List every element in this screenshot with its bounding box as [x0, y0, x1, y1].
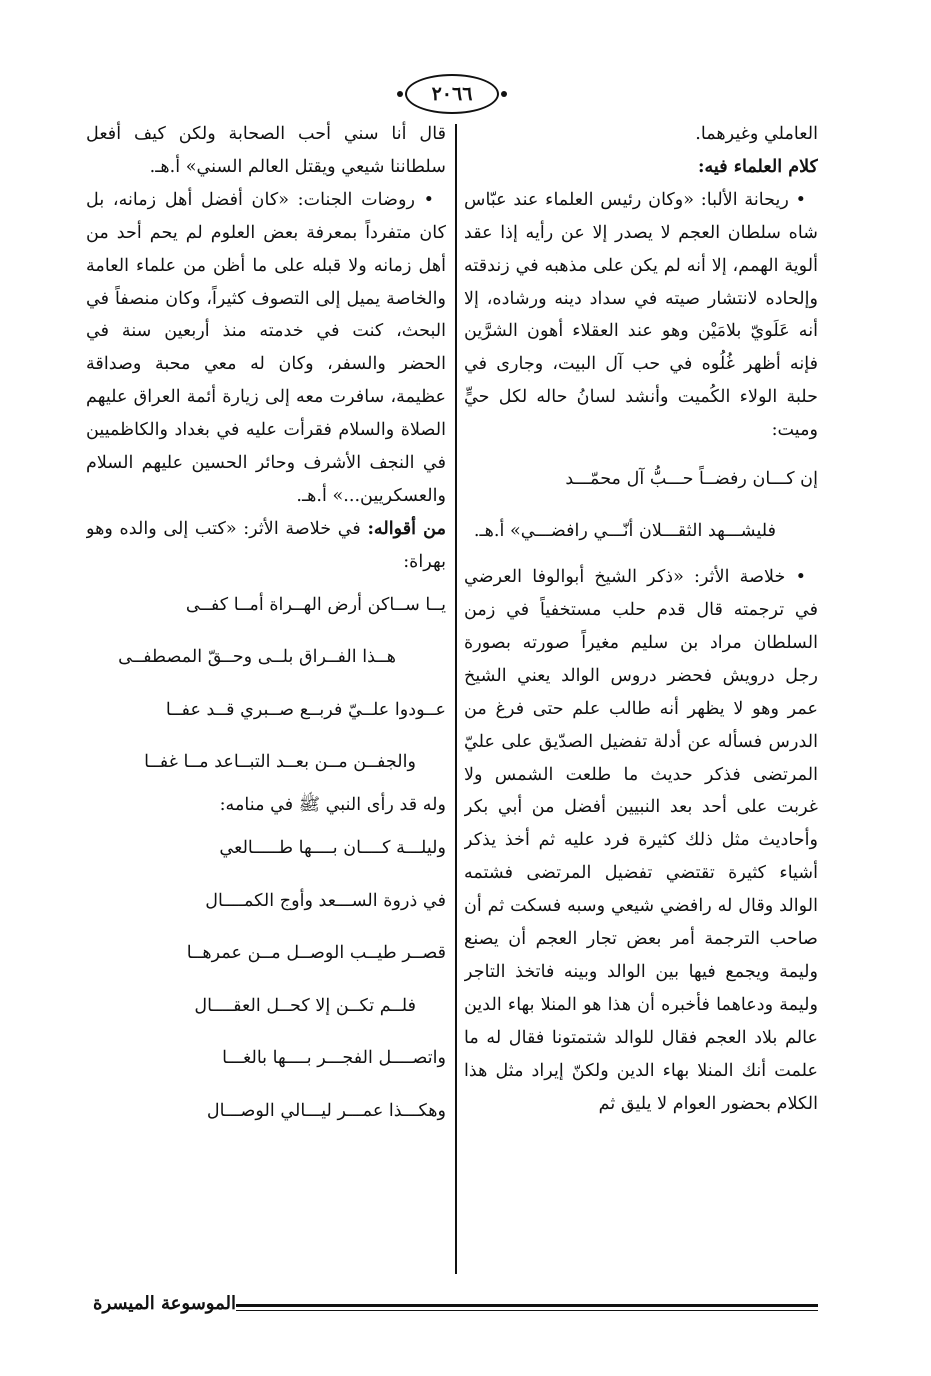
footer-rule	[236, 1304, 818, 1307]
verse-line: فليشـــهد الثقـــلان أنّـــي رافضـــي» أ.هـ.	[473, 521, 776, 542]
verse-line: وليلـــة كــــان بــــها طـــــالعي	[219, 837, 446, 858]
right-column	[464, 118, 818, 1280]
paragraph	[86, 513, 446, 579]
left-column	[86, 118, 446, 1280]
paragraph: وله قد رأى النبي ﷺ في منامه:	[219, 795, 446, 816]
footer-rule	[236, 1310, 818, 1311]
verse-line: إن كـــان رفضــاً حـــبُّ آل محمّـــد	[565, 469, 818, 490]
footer-title: الموسوعة الميسرة	[93, 1293, 236, 1314]
poem	[86, 822, 446, 1138]
poem	[86, 579, 446, 789]
verse-line: وهكـــذا عمـــر ليـــالي الوصـــال	[206, 1100, 446, 1121]
column-divider	[455, 124, 457, 1274]
page-number: ٢٠٦٦	[405, 74, 499, 114]
verse-line: واتصــــل الفجـــر بــــها بالغـــا	[222, 1048, 446, 1069]
section-heading: كلام العلماء فيه:	[697, 155, 818, 177]
verse-line: والجفــن مــن بعــد التبــاعد مــا غفــا	[144, 752, 416, 773]
paragraph: • روضات الجنات: «كان أفضل أهل زمانه، بل كان متفرداً بمعرفة بعض العلوم لم يحم أحد من أهل زمانه ولا قبله على ما أظن من علماء العامة والخاصة يميل إلى التصوف كثيراً، وكان منصفاً في البحث، كنت في خدمته منذ أربعين سنة في الحضر والسفر، وكان له معي محبة وصداقة عظيمة، سافرت معه إلى زيارة أئمة العراق عليهم الصلاة والسلام فقرأت عليه في بغداد والكاظميين في النجف الأشرف وحائر الحسين عليهم السلام والعسكريين...» أ.هـ.	[86, 189, 446, 506]
verse-line: فلــم تكــن إلا كحــل العقــــال	[194, 995, 416, 1016]
verse	[464, 453, 818, 557]
paragraph: • خلاصة الأثر: «ذكر الشيخ أبوالوفا العرضي في ترجمته قال قدم حلب مستخفياً في زمن السلطان مراد بن سليم مغيراً صورته بصورة رجل درويش فحضر دروس الوالد يعني الشيخ عمر وهو لا يظهر أنه طالب علم حتى فرغ من الدرس فسأله عن أدلة تفضيل الصدّيق على عليّ المرتضى فذكر حديث ما طلعت الشمس ولا غربت على أحد بعد النبيين أفضل من أبي بكر وأحاديث مثل ذلك كثيرة فرد عليه ثم أخذ يذكر أشياء كثيرة تقتضي تفضيل المرتضى فشتمه الوالد وقال له رافضي شيعي وسبه فسكت ثم أن صاحب الترجمة أمر بعض تجار العجم أن يصنع وليمة ويجمع فيها بين الوالد وبينه فاتخذ التاجر وليمة ودعاهما فأخبره أن هذا هو المنلا بهاء الدين عالم بلاد العجم فقال للوالد شتمتونا فقال له ما علمت أنك المنلا بهاء الدين ولكنّ إيراد مثل هذا الكلام بحضور العوام لا يليق ثم	[464, 567, 818, 1114]
verse-line: عــودوا علــيّ فربــع صــبري قــد عفــا	[165, 699, 446, 720]
sayings-label: من أقواله:	[367, 517, 446, 539]
verse-line: يــا ســاكن أرض الهــراة أمــا كفــى	[185, 594, 446, 615]
paragraph: • ريحانة الألبا: «وكان رئيس العلماء عند عبّاس شاه سلطان العجم لا يصدر إلا عن رأيه إذا عقد ألوية الهمم، إلا أنه لم يكن على مذهبه في زندقته وإلحاده لانتشار صيته في سداد دينه ورشاده، إلا أنه عَلَويّ بلامَيْن وهو عند العقلاء أهون الشرَّين فإنه أظهر غُلُوه في حب آل البيت، وجارى في حلبة الولاء الكُميت وأنشد لسانُ حاله لكل حيٍّ وميت:	[464, 189, 818, 441]
verse-line: في ذروة الســـعد وأوج الكمــــال	[205, 890, 446, 911]
paragraph: قال أنا سني أحب الصحابة ولكن كيف أفعل سلطاننا شيعي ويقتل العالم السني» أ.هـ.	[86, 124, 446, 177]
verse-line: قصــر طيــب الوصــل مــن عمرهــا	[186, 943, 446, 964]
paragraph: العاملي وغيرهما.	[695, 124, 818, 144]
verse-line: هــذا الفــراق بلــى وحــقّ المصطفــى	[118, 647, 396, 668]
sayings-intro: في خلاصة الأثر: «كتب إلى والده وهو بهراة:	[86, 518, 446, 572]
